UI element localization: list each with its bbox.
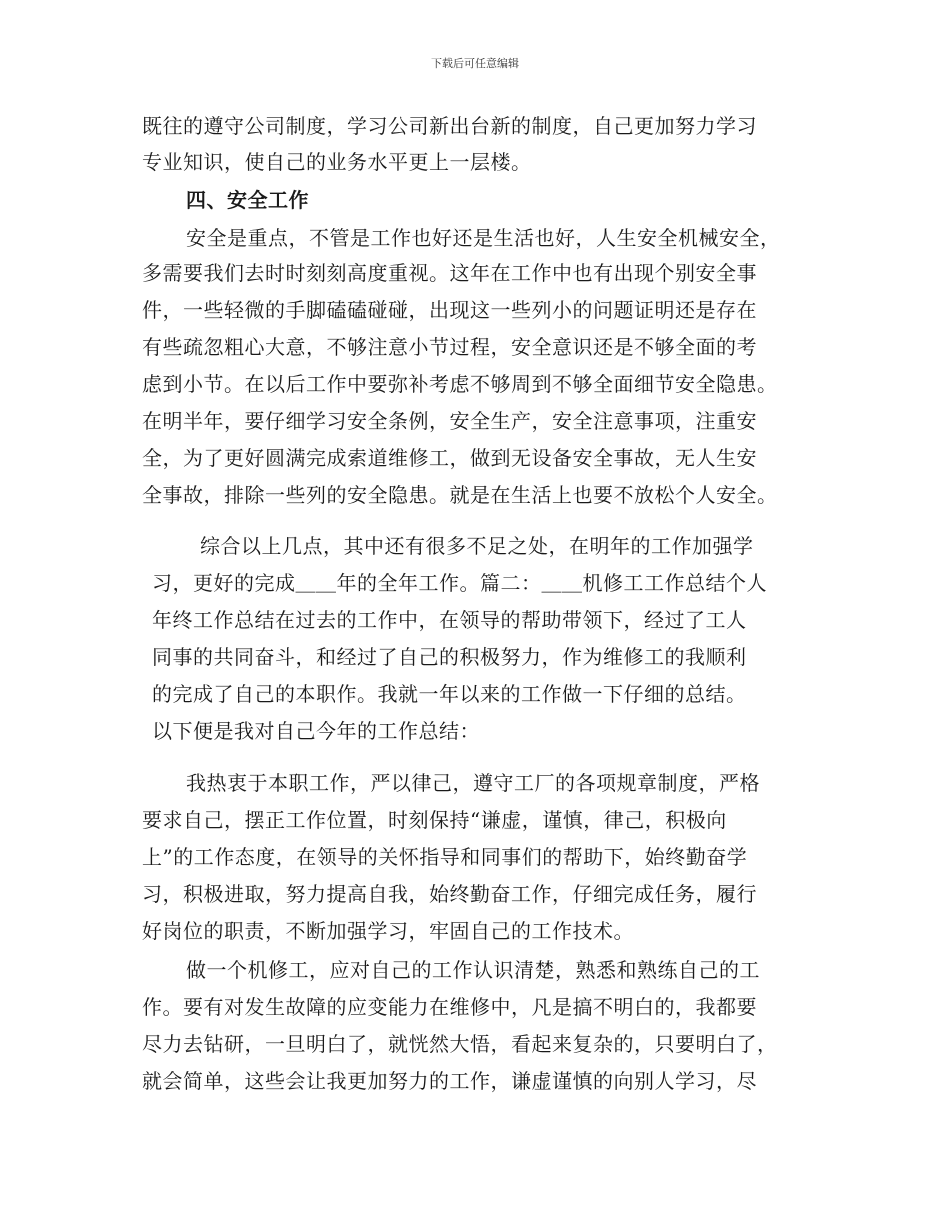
- paragraph-line: 的完成了自己的本职作。我就一年以来的工作做一下仔细的总结。: [152, 682, 747, 706]
- paragraph-line: 安全是重点，不管是工作也好还是生活也好，人生安全机械安全，: [186, 226, 781, 250]
- paragraph-line: 做一个机修工，应对自己的工作认识清楚，熟悉和熟练自己的工: [186, 958, 760, 982]
- paragraph-line: 要求自己，摆正工作位置，时刻保持“谦虚，谨慎，律己，积极向: [142, 808, 727, 832]
- paragraph-line: 虑到小节。在以后工作中要弥补考虑不够周到不够全面细节安全隐患。: [142, 372, 778, 396]
- paragraph-line: 年终工作总结在过去的工作中，在领导的帮助带领下，经过了工人: [152, 608, 747, 632]
- paragraph-line: 全，为了更好圆满完成索道维修工，做到无设备安全事故，无人生安: [142, 446, 757, 470]
- section-heading: 四、安全工作: [186, 188, 309, 212]
- paragraph-line: 全事故，排除一些列的安全隐患。就是在生活上也要不放松个人安全。: [142, 483, 778, 507]
- paragraph-line: 上”的工作态度，在领导的关怀指导和同事们的帮助下，始终勤奋学: [142, 845, 748, 869]
- paragraph-line: 好岗位的职责，不断加强学习，牢固自己的工作技术。: [142, 919, 634, 943]
- paragraph-line: 在明半年，要仔细学习安全条例，安全生产，安全注意事项，注重安: [142, 409, 757, 433]
- paragraph-line: 综合以上几点，其中还有很多不足之处，在明年的工作加强学: [200, 534, 754, 558]
- paragraph-line: 尽力去钻研，一旦明白了，就恍然大悟，看起来复杂的，只要明白了，: [142, 1032, 778, 1056]
- paragraph-line: 件，一些轻微的手脚磕磕碰碰，出现这一些列小的问题证明还是存在: [142, 298, 757, 322]
- paragraph-line: 既往的遵守公司制度，学习公司新出台新的制度，自己更加努力学习: [142, 114, 757, 138]
- paragraph-line: 就会简单，这些会让我更加努力的工作，谦虚谨慎的向别人学习，尽: [142, 1069, 757, 1093]
- paragraph-line: 专业知识，使自己的业务水平更上一层楼。: [142, 150, 532, 174]
- paragraph-line: 以下便是我对自己今年的工作总结：: [152, 719, 480, 743]
- paragraph-line: 我热衷于本职工作，严以律己，遵守工厂的各项规章制度，严格: [186, 771, 760, 795]
- paragraph-line: 习，积极进取，努力提高自我，始终勤奋工作，仔细完成任务，履行: [142, 882, 757, 906]
- paragraph-line: 多需要我们去时时刻刻高度重视。这年在工作中也有出现个别安全事: [142, 261, 757, 285]
- paragraph-line: 习，更好的完成＿＿年的全年工作。篇二：＿＿机修工工作总结个人: [152, 571, 767, 595]
- page-header: 下载后可任意编辑: [431, 57, 519, 70]
- paragraph-line: 有些疏忽粗心大意，不够注意小节过程，安全意识还是不够全面的考: [142, 335, 757, 359]
- paragraph-line: 同事的共同奋斗，和经过了自己的积极努力，作为维修工的我顺利: [152, 645, 747, 669]
- paragraph-line: 作。要有对发生故障的应变能力在维修中，凡是搞不明白的，我都要: [142, 995, 757, 1019]
